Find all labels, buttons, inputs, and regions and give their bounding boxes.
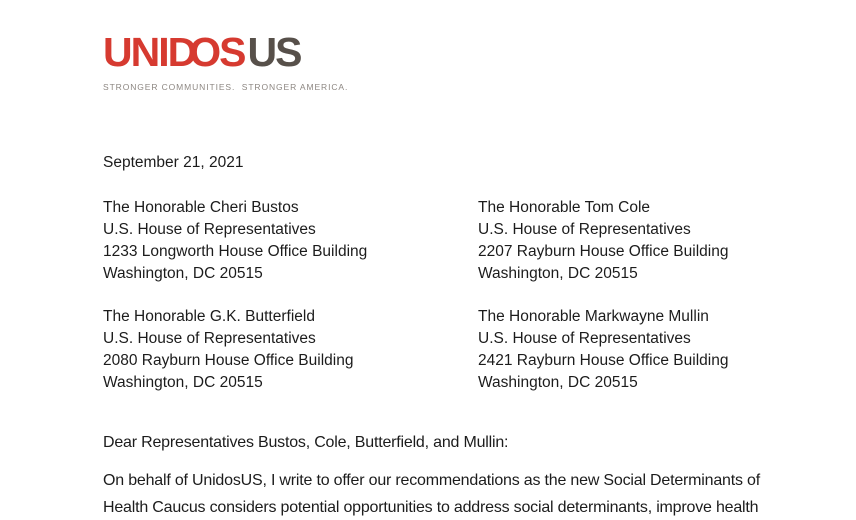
recipient-name: The Honorable Cheri Bustos bbox=[103, 199, 299, 216]
recipient-street: 1233 Longworth House Office Building bbox=[103, 243, 368, 260]
body-line: On behalf of UnidosUS, I write to offer our recommendations as the new Social Determinants of bbox=[103, 472, 760, 489]
unidosus-logo bbox=[103, 30, 348, 92]
wordmark-os-interlock-text: OS bbox=[189, 29, 245, 75]
recipient-name: The Honorable G.K. Butterfield bbox=[103, 308, 315, 325]
recipient-city: Washington, DC 20515 bbox=[103, 265, 263, 282]
recipient-name: The Honorable Markwayne Mullin bbox=[478, 308, 709, 325]
recipient-block-bustos bbox=[103, 197, 478, 285]
recipient-street: 2421 Rayburn House Office Building bbox=[478, 352, 729, 369]
recipient-city: Washington, DC 20515 bbox=[103, 374, 263, 391]
recipient-org: U.S. House of Representatives bbox=[478, 221, 691, 238]
recipient-grid bbox=[103, 197, 728, 394]
body-line: Health Caucus considers potential opportunities to address social determinants, improve health bbox=[103, 499, 759, 516]
letter-body bbox=[103, 467, 760, 520]
recipient-org: U.S. House of Representatives bbox=[103, 330, 316, 347]
recipient-org: U.S. House of Representatives bbox=[478, 330, 691, 347]
recipient-street: 2080 Rayburn House Office Building bbox=[103, 352, 354, 369]
recipient-block-butterfield bbox=[103, 306, 478, 394]
recipient-block-cole bbox=[478, 197, 728, 285]
recipient-block-mullin bbox=[478, 306, 728, 394]
recipient-city: Washington, DC 20515 bbox=[478, 265, 638, 282]
recipient-org: U.S. House of Representatives bbox=[103, 221, 316, 238]
recipient-street: 2207 Rayburn House Office Building bbox=[478, 243, 729, 260]
recipient-city: Washington, DC 20515 bbox=[478, 374, 638, 391]
letter-date: September 21, 2021 bbox=[103, 154, 244, 171]
logo-tagline: STRONGER COMMUNITIES. STRONGER AMERICA. bbox=[103, 82, 349, 93]
wordmark-us-text: US bbox=[247, 29, 301, 75]
salutation: Dear Representatives Bustos, Cole, Butterfield, and Mullin: bbox=[103, 434, 509, 451]
unidosus-wordmark bbox=[103, 30, 348, 75]
wordmark-unid-text: UNID bbox=[103, 29, 196, 75]
recipient-name: The Honorable Tom Cole bbox=[478, 199, 651, 216]
